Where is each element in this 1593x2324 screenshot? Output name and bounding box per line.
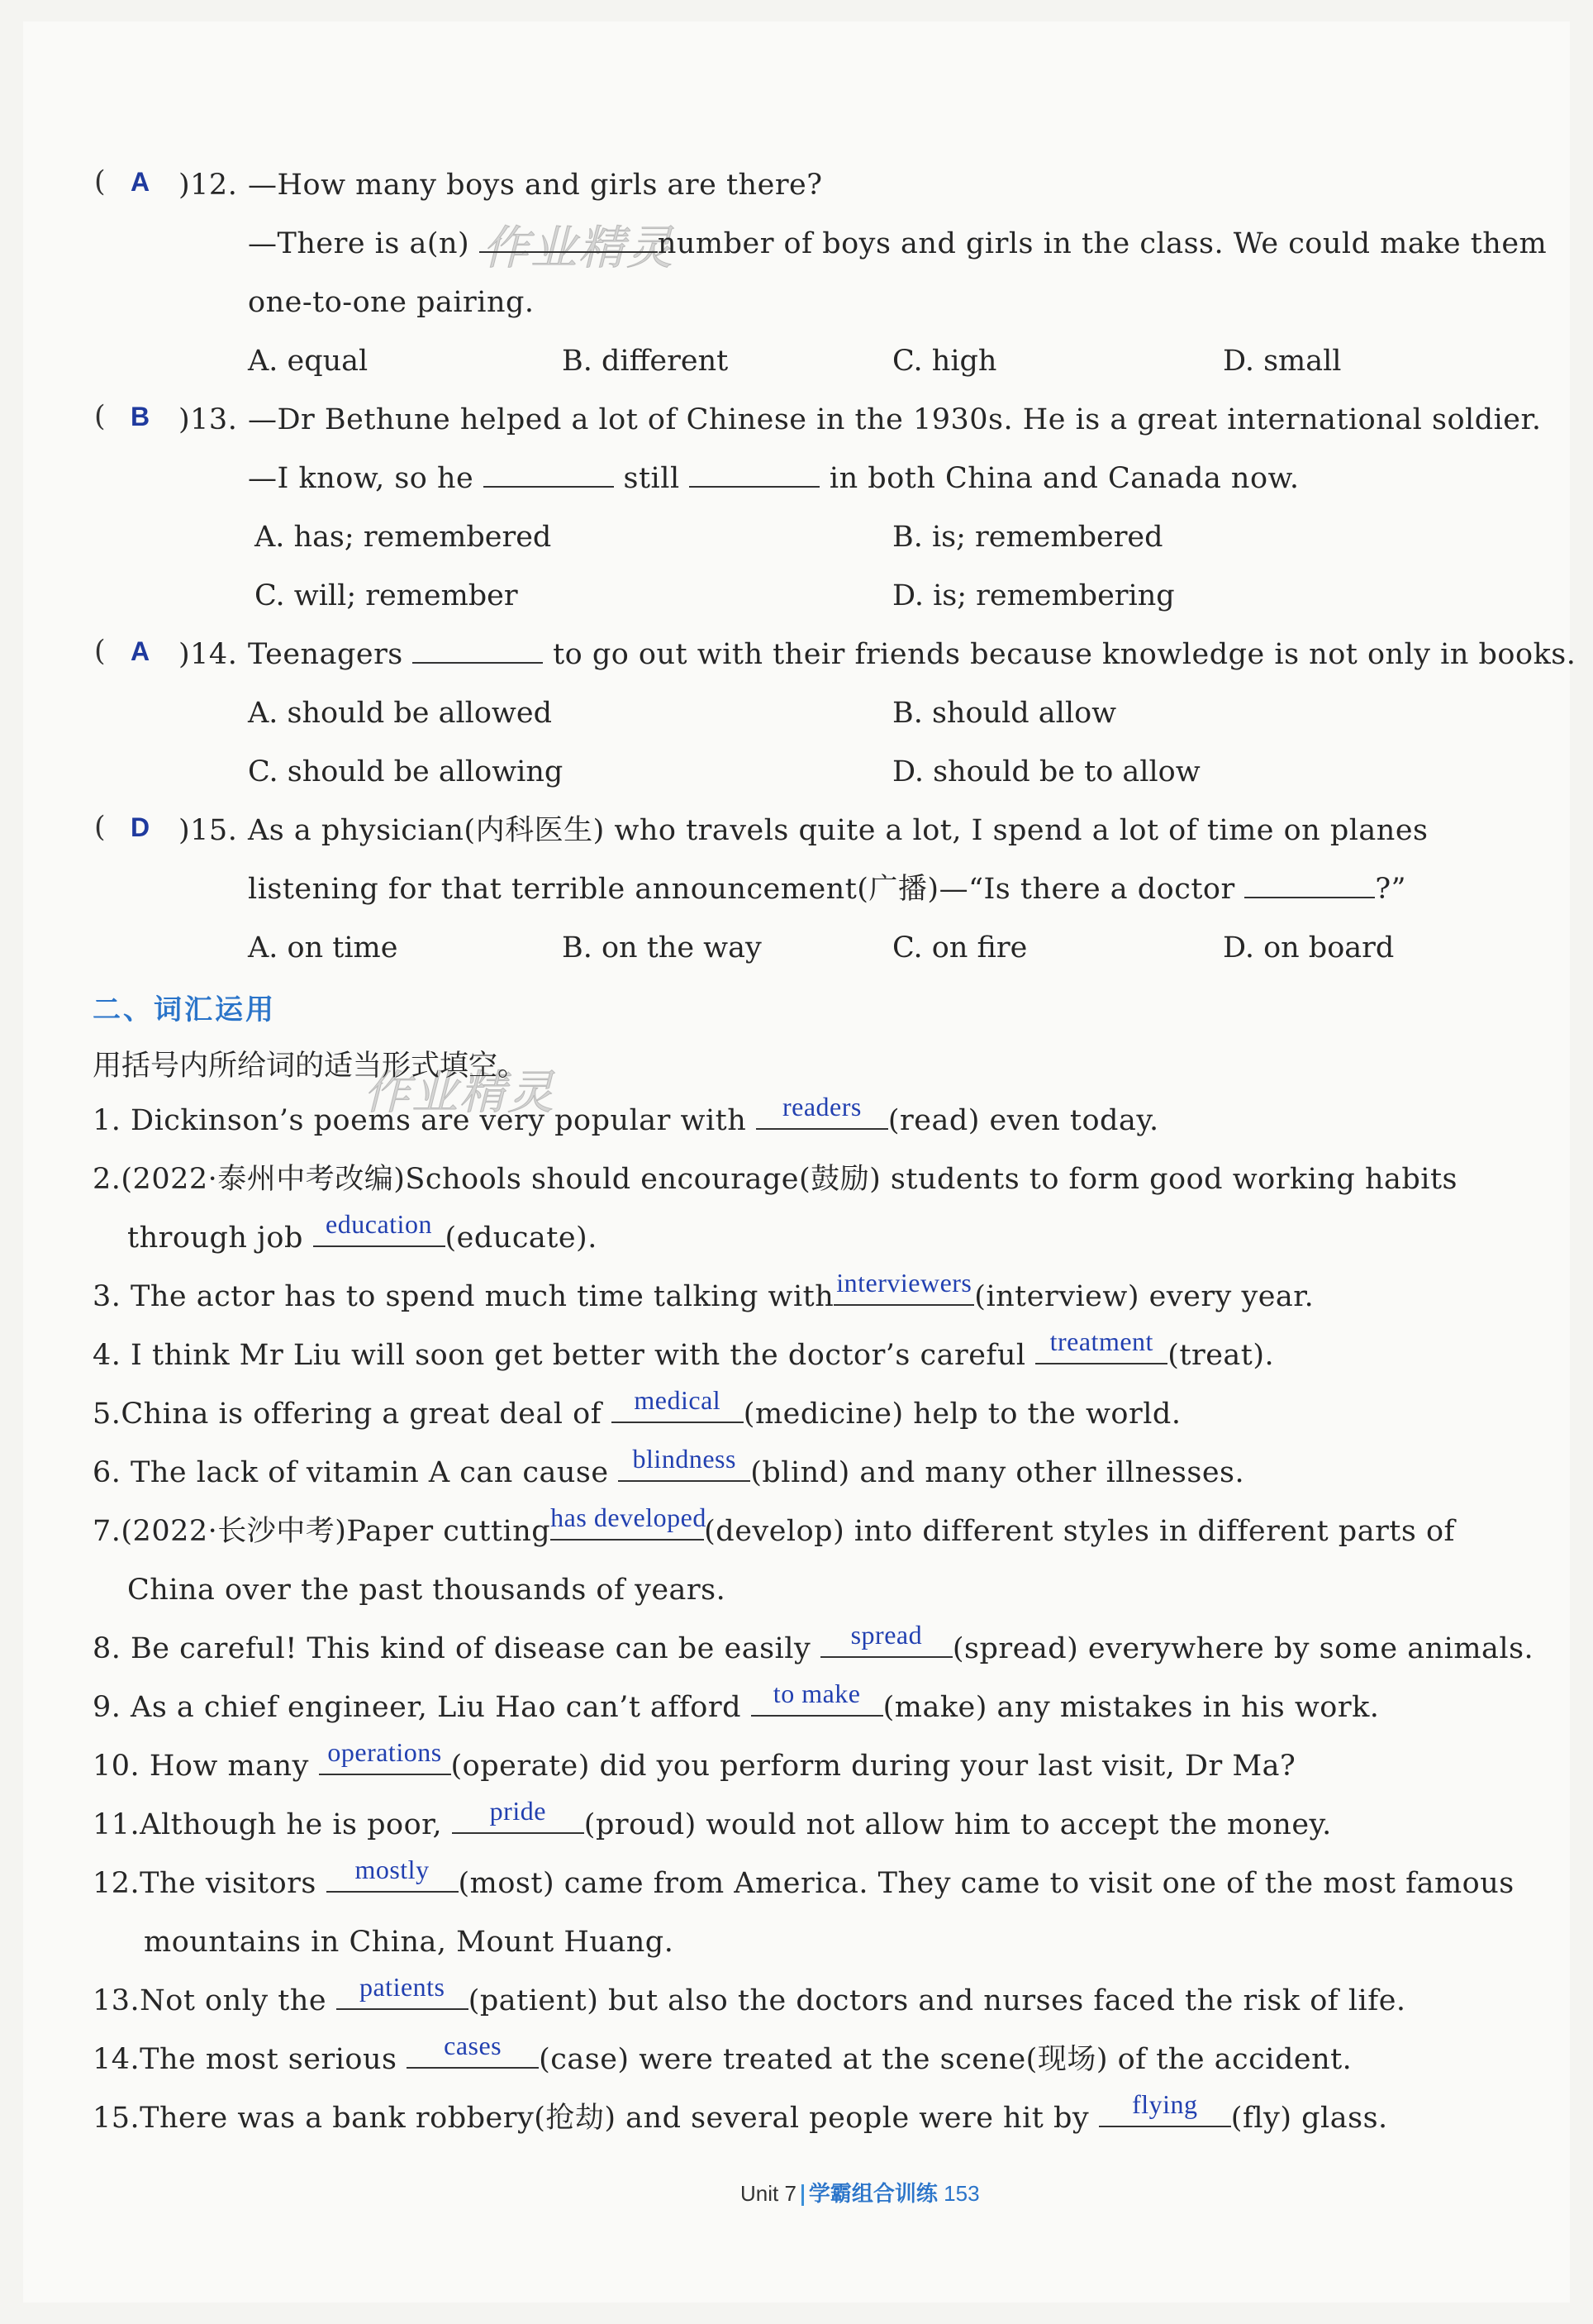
answer-blank	[618, 1444, 750, 1482]
vocab-item: 7.(2022·长沙中考)Paper cutting has developed (develop) into different styles in different parts of	[93, 1513, 1455, 1550]
answer-blank	[313, 1209, 445, 1247]
answer-blank	[1035, 1326, 1167, 1364]
option: A. equal	[248, 345, 369, 378]
question-stem: —There is a(n) number of boys and girls in the class. We could make them	[248, 227, 1548, 260]
vocab-item: 8. Be careful! This kind of disease can be easily spread (spread) everywhere by some animals.	[93, 1631, 1534, 1667]
question-stem: listening for that terrible announcement(广播)—“Is there a doctor ?”	[248, 873, 1407, 906]
brand-label: 学霸组合训练	[808, 2182, 938, 2207]
filled-answer: blindness	[632, 1444, 736, 1474]
question-number: )14.	[178, 638, 238, 671]
answer-blank	[412, 637, 543, 664]
unit-label: Unit 7	[740, 2181, 796, 2206]
worksheet-page: 作业精灵 作业精灵 ( A )12. —How many boys and girls are there? —There is a(n) number of boys and girls in the class. We could make them one-to-one pairing. A. equal B. different C. high D. small ( B )13. —Dr Bethune helped a lot of Chinese in the 1930s. He is a great international soldier. —I know, so he still in both China and Canada now. A. has; remembered B. is; remembered C. will; remember D. is; remembering ( A )14. Teenagers to go out with their friends because knowledge is not only in books. A. should be allowed B. should allow C. should be allowing D. should be to allow ( D )15. As a physician(内科医生) who travels quite a lot, I spend a lot of time on planes listening for that terrible announcement(广播)—“Is there a doctor ?” A. on time B. on the way C. on fire D. on board 二、词汇运用 用括号内所给词的适当形式填空。 1. Dickinson’s poems are very popular with readers (read) even today. 2.(2022·泰州中考改编)Schools should encourage(鼓励) students to form good working habits through job education (educate). 3. The actor has to spend much time talking with interviewers (interview) every year. 4. I think Mr Liu will soon get better with the doctor’s careful treatment (treat). 5.China is offering a great deal of medical (medicine) help to the world. 6. The lack of vitamin A can cause blindness (blind) and many other illnesses. 7.(2022·长沙中考)Paper cutting has developed (develop) into different styles in different parts of China over the past thousands of years. 8. Be careful! This kind of disease can be easily spread (spread) everywhere by some animals. 9. As a chief engineer, Liu Hao can’t afford to make (make) any mistakes in his work. 10. How many operations (operate) did you perform during your last visit, Dr Ma? 11.Although he is poor, pride (proud) would not allow him to accept the money. 12.The visitors mostly (most) came from America. They came to visit one of the most famous mountains in China, Mount Huang. 13.Not only the patients (patient) but also the doctors and nurses faced the risk of life. 14.The most serious cases (case) were treated at the scene(现场) of the accident. 15.There was a bank robbery(抢劫) and several people were hit by flying (fly) glass. Unit 7 学霸组合训练 153	[23, 21, 1570, 2303]
option: A. has; remembered	[254, 521, 552, 554]
answer-blank	[834, 1268, 974, 1306]
answer-blank	[820, 1620, 953, 1658]
question-number: )13.	[178, 403, 238, 436]
option: D. on board	[1223, 931, 1395, 964]
vocab-item: 9. As a chief engineer, Liu Hao can’t afford to make (make) any mistakes in his work.	[93, 1689, 1379, 1726]
filled-answer: medical	[634, 1385, 721, 1415]
vocab-item: 4. I think Mr Liu will soon get better with the doctor’s careful treatment (treat).	[93, 1337, 1274, 1374]
filled-answer: patients	[359, 1972, 445, 2002]
question-stem: As a physician(内科医生) who travels quite a lot, I spend a lot of time on planes	[248, 814, 1429, 847]
option: D. small	[1223, 345, 1342, 378]
vocab-item: 10. How many operations (operate) did you perform during your last visit, Dr Ma?	[93, 1748, 1296, 1784]
footer-divider	[801, 2184, 804, 2206]
option: B. should allow	[892, 697, 1117, 730]
question-stem: Teenagers to go out with their friends because knowledge is not only in books.	[248, 638, 1576, 671]
vocab-item: 12.The visitors mostly (most) came from America. They came to visit one of the most famous	[93, 1865, 1515, 1902]
vocab-item: 5.China is offering a great deal of medical (medicine) help to the world.	[93, 1396, 1181, 1432]
filled-answer: operations	[327, 1737, 442, 1767]
filled-answer: to make	[773, 1679, 861, 1708]
watermark: 作业精灵	[364, 1066, 555, 1120]
answer-blank	[1099, 2089, 1231, 2127]
answer-blank	[452, 1796, 584, 1834]
answer-blank	[336, 1972, 468, 2010]
page-number: 153	[944, 2181, 980, 2206]
filled-answer: cases	[444, 2031, 502, 2060]
question-stem: —How many boys and girls are there?	[248, 169, 823, 202]
answer-blank	[326, 1855, 459, 1893]
page-footer	[740, 2177, 980, 2207]
vocab-item-continued: China over the past thousands of years.	[127, 1574, 726, 1607]
section-instruction: 用括号内所给词的适当形式填空。	[93, 1050, 527, 1083]
answer-blank	[319, 1737, 451, 1775]
question-stem: —Dr Bethune helped a lot of Chinese in the 1930s. He is a great international soldier.	[248, 403, 1542, 436]
vocab-item: 3. The actor has to spend much time talking with interviewers (interview) every year.	[93, 1279, 1314, 1315]
filled-answer: pride	[489, 1796, 546, 1826]
option: B. on the way	[562, 931, 762, 964]
answer-blank	[756, 1092, 888, 1130]
question-stem: one-to-one pairing.	[248, 286, 535, 319]
filled-answer: flying	[1132, 2089, 1198, 2119]
filled-answer: education	[326, 1209, 432, 1239]
vocab-item: 13.Not only the patients (patient) but also the doctors and nurses faced the risk of life.	[93, 1983, 1406, 2019]
filled-answer: treatment	[1049, 1326, 1153, 1356]
answer-mark: A	[131, 167, 150, 197]
answer-mark: A	[131, 636, 150, 666]
option: C. will; remember	[254, 579, 518, 612]
question-stem: —I know, so he still in both China and Canada now.	[248, 462, 1300, 495]
vocab-item-continued: through job education (educate).	[127, 1220, 597, 1256]
vocab-item: 2.(2022·泰州中考改编)Schools should encourage(鼓励) students to form good working habits	[93, 1163, 1457, 1196]
option: C. high	[892, 345, 997, 378]
vocab-item: 15.There was a bank robbery(抢劫) and several people were hit by flying (fly) glass.	[93, 2100, 1388, 2136]
option: B. different	[562, 345, 729, 378]
filled-answer: spread	[850, 1620, 923, 1650]
filled-answer: has developed	[550, 1503, 706, 1532]
answer-blank	[689, 461, 820, 488]
vocab-item: 11.Although he is poor, pride (proud) would not allow him to accept the money.	[93, 1807, 1332, 1843]
vocab-item: 1. Dickinson’s poems are very popular with readers (read) even today.	[93, 1102, 1159, 1139]
option: D. is; remembering	[892, 579, 1175, 612]
answer-blank	[483, 461, 614, 488]
answer-blank	[550, 1503, 706, 1541]
answer-blank	[407, 2031, 539, 2069]
filled-answer: interviewers	[836, 1268, 972, 1298]
option: C. on fire	[892, 931, 1028, 964]
vocab-item: 6. The lack of vitamin A can cause blindness (blind) and many other illnesses.	[93, 1455, 1244, 1491]
answer-blank	[479, 226, 658, 253]
answer-mark: D	[131, 812, 150, 842]
answer-blank	[751, 1679, 883, 1717]
filled-answer: mostly	[354, 1855, 430, 1884]
question-number: )15.	[178, 814, 238, 847]
watermark: 作业精灵	[483, 221, 674, 275]
option: B. is; remembered	[892, 521, 1163, 554]
vocab-item-continued: mountains in China, Mount Huang.	[144, 1926, 674, 1959]
filled-answer: readers	[782, 1092, 862, 1122]
option: A. on time	[248, 931, 398, 964]
option: A. should be allowed	[248, 697, 553, 730]
option: C. should be allowing	[248, 755, 563, 788]
section-title: 二、词汇运用	[93, 993, 276, 1026]
vocab-item: 14.The most serious cases (case) were treated at the scene(现场) of the accident.	[93, 2041, 1352, 2078]
answer-blank	[611, 1385, 744, 1423]
answer-blank	[1244, 872, 1375, 898]
question-number: )12.	[178, 169, 238, 202]
option: D. should be to allow	[892, 755, 1201, 788]
answer-mark: B	[131, 402, 150, 431]
